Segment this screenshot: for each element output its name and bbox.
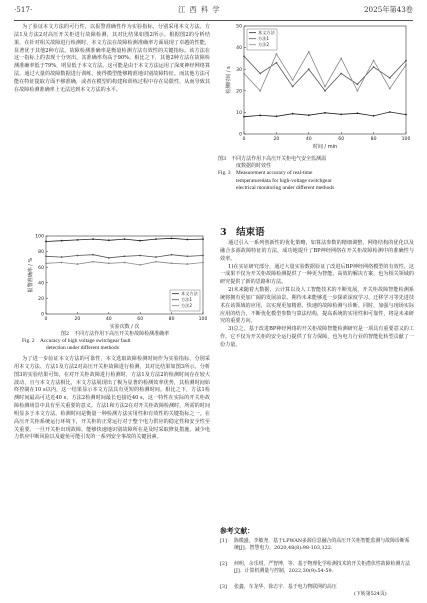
- data-point: [202, 238, 204, 240]
- data-point: [405, 114, 407, 116]
- data-point: [124, 238, 126, 240]
- data-point: [92, 238, 94, 240]
- fig2-caption-en-2: detection under different methods: [46, 345, 119, 352]
- data-point: [171, 237, 173, 239]
- paragraph: 1)在实证研究部分，通过大量实验数据验证了改进后BP神经网络模型的有效性。这一成果不仅为开关柜故障检测提供了一种更为智能、高效的解决方案，也为相关领域的研究提供了新的思路和方法。: [220, 263, 414, 286]
- legend-label: 本文方法: [181, 291, 198, 296]
- data-point: [405, 64, 407, 66]
- figure-3-detection-time-chart: [220, 22, 412, 150]
- left-top-text: [14, 24, 210, 95]
- x-tick-label: 60: [338, 137, 345, 142]
- data-point: [77, 255, 79, 257]
- y-tick-label: 30: [236, 67, 242, 73]
- data-point: [202, 262, 204, 264]
- legend-label: 方法2: [181, 303, 193, 308]
- y-tick-label: 80: [38, 250, 44, 256]
- data-point: [243, 55, 245, 57]
- data-point: [77, 239, 79, 241]
- data-point: [357, 90, 359, 92]
- data-point: [202, 255, 204, 257]
- data-point: [373, 66, 375, 68]
- left-bottom-text: [14, 356, 210, 442]
- data-point: [92, 261, 94, 263]
- data-point: [259, 73, 261, 75]
- data-point: [124, 262, 126, 264]
- section-3-title: 3 结束语: [220, 227, 265, 238]
- data-point: [108, 257, 110, 259]
- x-tick-label: 80: [370, 137, 377, 142]
- y-tick-label: 0: [41, 312, 44, 318]
- x-tick-label: 100: [401, 137, 411, 142]
- data-point: [324, 112, 326, 114]
- data-point: [292, 79, 294, 81]
- data-point: [108, 262, 110, 264]
- data-point: [77, 263, 79, 265]
- data-point: [171, 254, 173, 256]
- series-line: [244, 52, 406, 91]
- x-tick-label: 20: [273, 137, 280, 142]
- reference-number: [2]: [220, 561, 227, 567]
- data-point: [276, 115, 278, 117]
- data-point: [324, 90, 326, 92]
- data-point: [243, 73, 245, 75]
- data-point: [124, 255, 126, 257]
- data-point: [243, 116, 245, 118]
- page-number: ·517·: [14, 5, 33, 14]
- data-point: [45, 262, 47, 264]
- data-point: [186, 255, 188, 257]
- fig3-caption-en-2: temperaturedata for high-voltage switchgear: [236, 177, 332, 184]
- x-tick-label: 100: [198, 317, 207, 322]
- data-point: [45, 255, 47, 257]
- data-point: [373, 115, 375, 117]
- data-point: [340, 58, 342, 60]
- y-tick-label: 40: [236, 46, 242, 52]
- data-point: [186, 239, 188, 241]
- reference-1: [220, 538, 414, 552]
- y-tick-label: 50: [236, 24, 242, 30]
- x-tick-label: 80: [168, 317, 175, 322]
- data-point: [308, 114, 310, 116]
- data-point: [324, 86, 326, 88]
- journal-name: 江 西 科 学: [178, 5, 221, 14]
- figure-2-accuracy-chart: [22, 232, 207, 330]
- data-point: [259, 115, 261, 117]
- fig3-caption-cn-1: 图3 不同方法作用下高压开关柜电气安全监测温: [218, 156, 327, 162]
- data-point: [405, 60, 407, 62]
- right-text: [220, 240, 414, 350]
- x-axis-label: 时间 / min: [312, 144, 338, 150]
- data-point: [340, 113, 342, 115]
- data-point: [373, 60, 375, 62]
- legend-label: 方法1: [181, 297, 193, 302]
- reference-text: 何明，余乐琪，严智博，等．基于物理化学检测技术的开关柜潜伏性故障检测方法[J]．计算机测量与控制，2022,30(9):54-59.: [234, 561, 411, 575]
- y-axis-label: 报警准确率 / %: [28, 257, 34, 293]
- x-axis-label: 实验次数 / 次: [109, 324, 140, 330]
- data-point: [389, 77, 391, 79]
- data-point: [61, 240, 63, 242]
- reference-text: 张鑫，车龙华，徐志宇．基于电力物联网的高压: [234, 584, 337, 590]
- y-tick-label: 10: [236, 111, 242, 116]
- data-point: [340, 73, 342, 75]
- y-tick-label: 20: [38, 297, 44, 302]
- paragraph: 3)总之，基于改进BP神经网络的开关柜故障智能检测研究是一项具有重要意义的工作。它不仅为开关柜的安全运行提供了有力保障，也为电力行业的智能化转型贡献了一份力量。: [220, 326, 414, 348]
- legend-label: 方法2: [258, 42, 270, 47]
- figure-2-caption: [18, 331, 212, 353]
- x-tick-label: 0: [242, 137, 246, 142]
- y-tick-label: 100: [35, 234, 44, 240]
- data-point: [155, 238, 157, 240]
- data-point: [389, 88, 391, 90]
- data-point: [292, 86, 294, 88]
- data-point: [357, 112, 359, 114]
- x-tick-label: 40: [305, 137, 312, 142]
- x-tick-label: 20: [74, 317, 81, 322]
- paragraph: 2)未来随着大数据、云计算以及人工智能技术的不断发展，开关柜故障智能检测系统将拥有更加广阔的发展前景。期待未来能够进一步探索深度学习、迁移学习等先进技术在该领域的应用，以实现更加精准、快速的故障检测与诊断。同时，加强与现场实际应用的结合，不断优化模型参数与算法结构，提高系统的实用性和可靠性，将是未来研究的重要方向。: [220, 287, 414, 325]
- references-heading: 参考文献：: [220, 527, 254, 535]
- figure-3-caption: [218, 156, 418, 192]
- data-point: [259, 90, 261, 92]
- reference-2: [220, 561, 414, 575]
- data-point: [139, 264, 141, 266]
- x-tick-label: 40: [105, 317, 112, 322]
- y-tick-label: 0: [239, 132, 242, 138]
- y-axis-label: 检测时间 / s: [226, 66, 232, 94]
- fig3-caption-en-3: electrical monitoring under different methods: [236, 184, 335, 191]
- legend-label: 方法1: [258, 36, 270, 41]
- volume-info: 2025年第43卷: [363, 5, 413, 14]
- data-point: [292, 113, 294, 115]
- data-point: [171, 262, 173, 264]
- data-point: [45, 241, 47, 243]
- data-point: [155, 256, 157, 258]
- fig2-caption-en-1: Fig. 2 Accuracy of high voltage switchgear fault: [22, 338, 131, 345]
- data-point: [139, 255, 141, 257]
- data-point: [389, 111, 391, 113]
- reference-number: [1]: [220, 538, 227, 544]
- y-tick-label: 40: [38, 281, 44, 287]
- header-rule: [14, 20, 413, 21]
- data-point: [308, 68, 310, 70]
- data-point: [108, 239, 110, 241]
- fig2-caption-cn: 图2 不同方法作用下高压开关柜故障检测准确率: [60, 331, 170, 337]
- data-point: [276, 53, 278, 55]
- data-point: [276, 62, 278, 64]
- data-point: [139, 240, 141, 242]
- continued-note: (下转第524页): [354, 591, 387, 597]
- reference-number: [3]: [220, 584, 227, 590]
- data-point: [186, 263, 188, 265]
- legend-label: 本文方法: [258, 30, 275, 35]
- paragraph: 通过引入一系列创新性的优化策略，如算法参数的精细调整、网络结构的优化以及融合多源故障特征的方法，成功地提升了BP神经网络在开关柜故障检测中的准确性与效率。: [220, 240, 414, 262]
- data-point: [155, 261, 157, 263]
- data-point: [308, 51, 310, 53]
- y-tick-label: 60: [38, 265, 44, 271]
- data-point: [92, 254, 94, 256]
- data-point: [61, 256, 63, 258]
- data-point: [61, 262, 63, 264]
- y-tick-label: 20: [236, 89, 242, 95]
- x-tick-label: 60: [137, 317, 144, 322]
- data-point: [357, 83, 359, 85]
- fig3-caption-en-1: Fig. 3 Measurement accuracy of real-time: [218, 170, 313, 177]
- x-tick-label: 0: [44, 317, 48, 322]
- paragraph: 为了验证本文方法的可行性，以报警准确性作为实验指标，分别采用本文方法、方法1及方法2对高压开关柜进行故障检测，其对比结果如图2所示。根据图2的分析结果，在针对相关故障进行检测时，本文方法在故障检测准确率方面展现了卓越的性能，显著优于其他2种方法。故障检测准确率是衡量检测方法有效性的关键指标。该方法在这一指标上的表现十分突出，其准确率均高于90%。相比之下，其他2种方法在故障检测准确率低于79%，明显低于本文方法。这可能是由于本文方法运用了深度神经网络算法，通过大量的故障数据进行训练，使得模型能够精准地识别故障特征。而其他方法可能在特征提取方面不够准确，或者在模型的构建和训练过程中存在局限性，从而导致其在故障检测准确率上无法达到本文方法的水平。: [14, 24, 210, 93]
- fig3-caption-cn-2: 度数据的时效性: [236, 163, 272, 170]
- paragraph: 为了进一步验证本文方法的可靠性，本文选取故障检测时间作为实验指标，分别采用本文方法、方法1及方法2对高压开关柜故障进行检测，其对比结果如图3所示。分析图3的实验结果可知，在对开关柜故障进行检测时，方法1及方法2的检测时间存在较大波动，且与本文方法相比，本文方法展现出了极为显著的检测效率优势，其检测时间始终控制在10 s以内，这一结果显示本文方法具有更短的检测时间。相比之下，方法1检测时间最高可达近40 s，方法2检测时间最长也接近40 s，这一特性在实际的开关柜故障检测场景中具有至关重要的意义。方法1和方法2在对开关柜故障检测时，所需的时间明显多于本文方法。检测时间是衡量一种检测方法实用性和有效性的关键指标之一。在高压开关柜系统运行环境下，开关柜的正常运行对于整个电力供应的稳定性和安全性至关重要。一旦开关柜出现故障，能够快速地识别故障所在是及时采取修复措施、减少电力供应中断风险以及避免可能引发的一系列安全事故的关键因素。: [14, 356, 210, 441]
- reference-text: 陈模盛，李敏尧．基于LPWAN多源信息融合的高压开关柜智能监测与故障诊断系统[J]．智慧电力，2020,48(8):98-103,122.: [234, 538, 410, 552]
